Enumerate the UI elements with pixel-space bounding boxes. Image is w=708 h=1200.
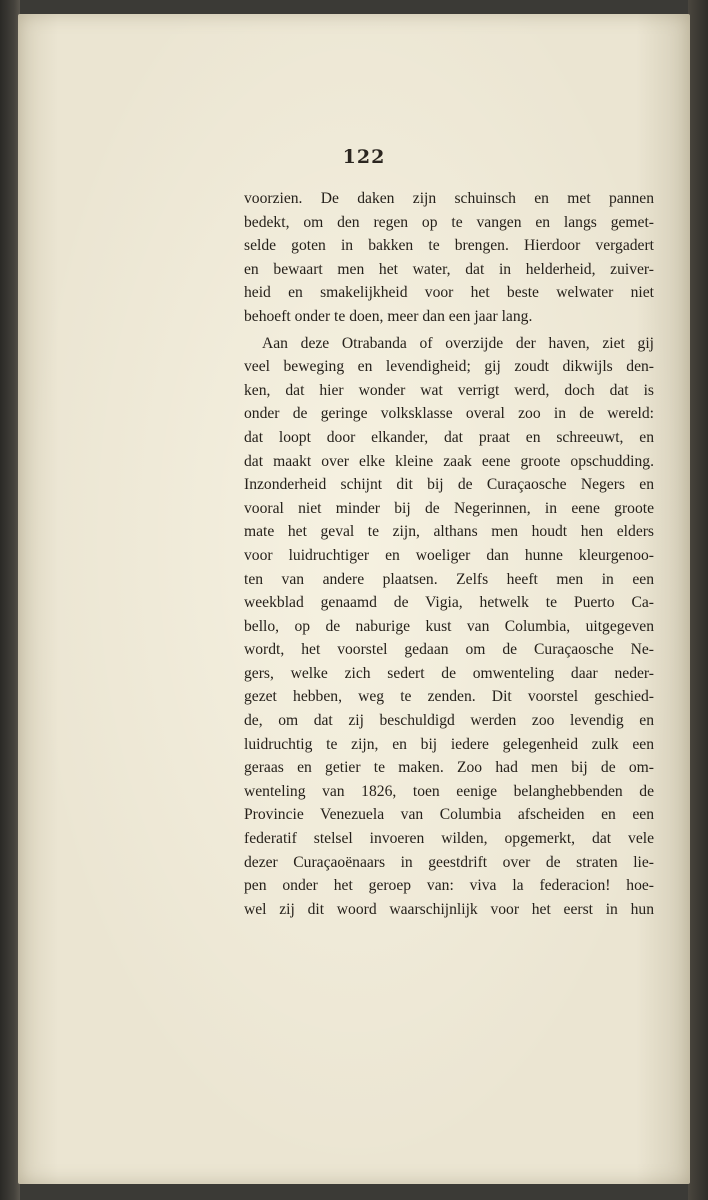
text-line: mate het geval te zijn, althans men houdt hen elders (244, 523, 654, 541)
text-line: wenteling van 1826, toen eenige belanghebbenden de (244, 782, 654, 800)
text-line: gers, welke zich sedert de omwenteling daar neder- (244, 664, 654, 682)
text-line: geraas en getier te maken. Zoo had men bij de om- (244, 759, 654, 777)
text-line: Aan deze Otrabanda of overzijde der haven, ziet gij (262, 334, 654, 352)
text-line: wel zij dit woord waarschijnlijk voor het eerst in hun (244, 900, 654, 918)
text-line: selde goten in bakken te brengen. Hierdoor vergadert (244, 237, 654, 255)
text-line: en bewaart men het water, dat in helderheid, zuiver- (244, 260, 654, 278)
text-line: heid en smakelijkheid voor het beste welwater niet (244, 284, 654, 302)
text-line: pen onder het geroep van: viva la federacion! hoe- (244, 877, 654, 895)
text-line: gezet hebben, weg te zenden. Dit voorstel geschied- (244, 688, 654, 706)
scanner-backdrop-left (0, 0, 20, 1200)
text-line: bello, op de naburige kust van Columbia, uitgegeven (244, 617, 654, 635)
body-text (244, 187, 654, 921)
text-line: dezer Curaçaoënaars in geestdrift over de straten lie- (244, 853, 654, 871)
text-line: Inzonderheid schijnt dit bij de Curaçaosche Negers en (244, 476, 654, 494)
text-line: ten van andere plaatsen. Zelfs heeft men in een (244, 570, 654, 588)
text-line: wordt, het voorstel gedaan om de Curaçaosche Ne- (244, 641, 654, 659)
text-line: behoeft onder te doen, meer dan een jaar lang. (244, 307, 533, 325)
text-line: Provincie Venezuela van Columbia afscheiden en een (244, 806, 654, 824)
text-line: federatif stelsel invoeren wilden, opgemerkt, dat vele (244, 830, 654, 848)
text-line: dat loopt door elkander, dat praat en schreeuwt, en (244, 428, 654, 446)
text-line: ken, dat hier wonder wat verrigt werd, doch dat is (244, 381, 654, 399)
scanner-backdrop-right (688, 0, 708, 1200)
text-line: voor luidruchtiger en woeliger dan hunne kleurgenoo- (244, 546, 654, 564)
text-line: veel beweging en levendigheid; gij zoudt dikwijls den- (244, 358, 654, 376)
text-line: dat maakt over elke kleine zaak eene groote opschudding. (244, 452, 654, 470)
paragraph-2 (244, 332, 654, 922)
page-number: 122 (342, 146, 386, 168)
paragraph-1 (244, 187, 654, 329)
text-line: vooral niet minder bij de Negerinnen, in eene groote (244, 499, 654, 517)
text-line: onder de geringe volksklasse overal zoo in de wereld: (244, 405, 654, 423)
text-line: luidruchtig te zijn, en bij iedere gelegenheid zulk een (244, 735, 654, 753)
text-line: bedekt, om den regen op te vangen en langs gemet- (244, 213, 654, 231)
text-line: voorzien. De daken zijn schuinsch en met pannen (244, 190, 654, 207)
text-line: de, om dat zij beschuldigd werden zoo levendig en (244, 712, 654, 730)
text-line: weekblad genaamd de Vigia, hetwelk te Puerto Ca- (244, 594, 654, 612)
